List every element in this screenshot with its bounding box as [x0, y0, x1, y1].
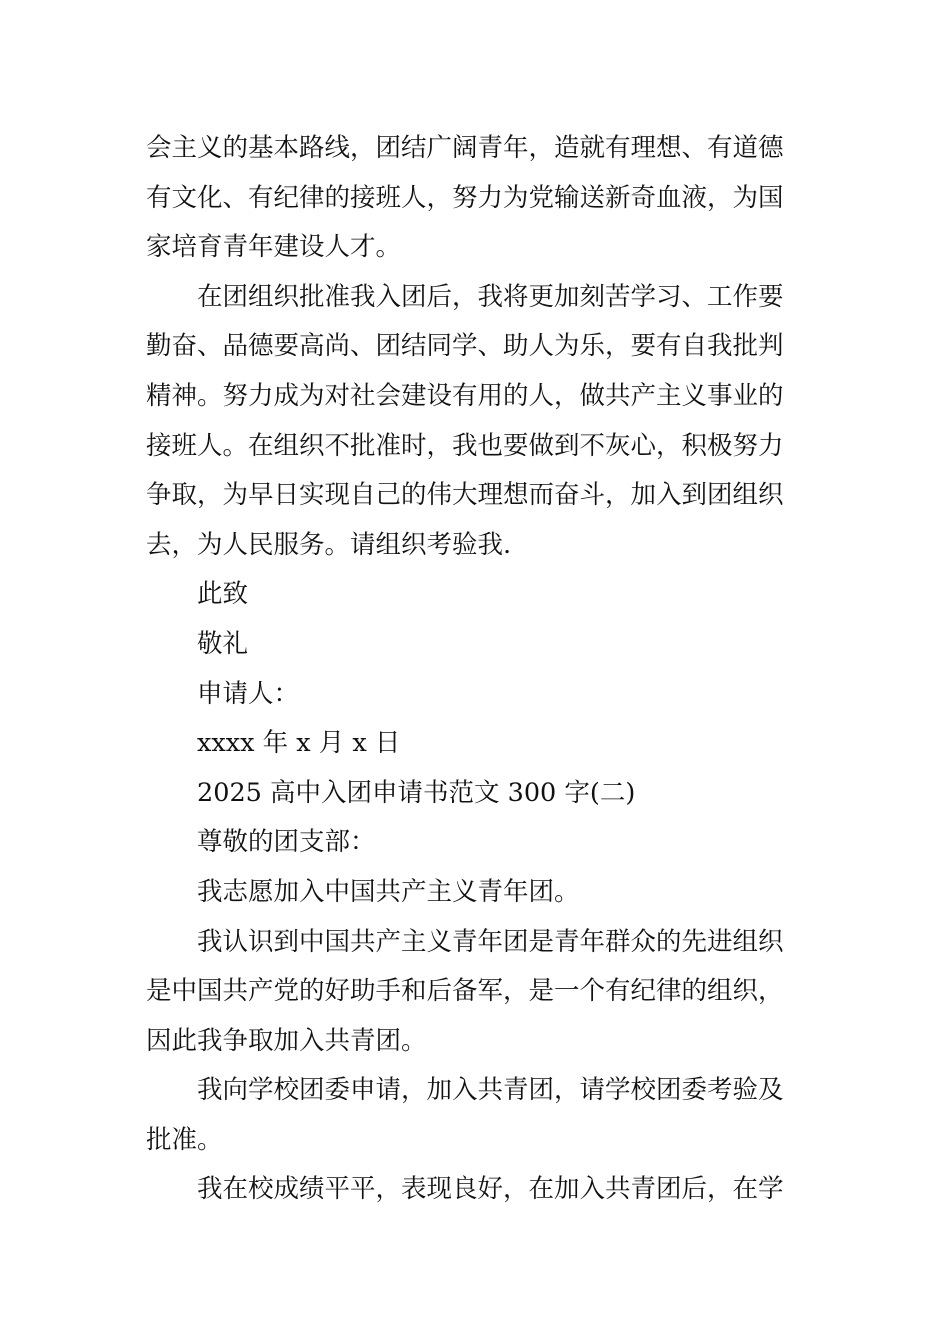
paragraph-start-line: 在团组织批准我入团后，我将更加刻苦学习、工作要	[197, 281, 784, 312]
text-line: 家培育青年建设人才。	[146, 232, 402, 263]
text-line: 批准。	[146, 1124, 223, 1155]
greeting-line: 尊敬的团支部：	[197, 827, 376, 858]
text-line: 是中国共产党的好助手和后备军，是一个有纪律的组织，	[146, 976, 784, 1007]
text-line: 去，为人民服务。请组织考验我.	[146, 529, 512, 560]
paragraph-start-line: 我认识到中国共产主义青年团是青年群众的先进组织	[197, 926, 784, 957]
paragraph-start-line: 我在校成绩平平，表现良好，在加入共青团后，在学	[197, 1174, 784, 1205]
section-title: 2025 高中入团申请书范文 300 字(二)	[197, 777, 636, 808]
paragraph-start-line: 我志愿加入中国共产主义青年团。	[197, 876, 580, 907]
text-line: 会主义的基本路线，团结广阔青年，造就有理想、有道德	[146, 133, 784, 163]
text-line: 争取，为早日实现自己的伟大理想而奋斗，加入到团组织	[146, 480, 784, 511]
document-body	[146, 124, 808, 1215]
paragraph-start-line: 我向学校团委申请，加入共青团，请学校团委考验及	[197, 1075, 784, 1106]
closing-regards: 敬礼	[197, 628, 249, 659]
date-line: xxxx 年 x 月 x 日	[197, 728, 401, 759]
text-line: 接班人。在组织不批准时，我也要做到不灰心，积极努力	[146, 430, 784, 461]
text-line: 因此我争取加入共青团。	[146, 1025, 427, 1056]
closing-salutation: 此致	[197, 579, 249, 610]
text-line: 勤奋、品德要高尚、团结同学、助人为乐，要有自我批判	[146, 331, 784, 362]
text-line: 精神。努力成为对社会建设有用的人，做共产主义事业的	[146, 380, 784, 411]
text-line: 有文化、有纪律的接班人，努力为党输送新奇血液，为国	[146, 182, 784, 213]
applicant-label: 申请人：	[197, 678, 300, 709]
